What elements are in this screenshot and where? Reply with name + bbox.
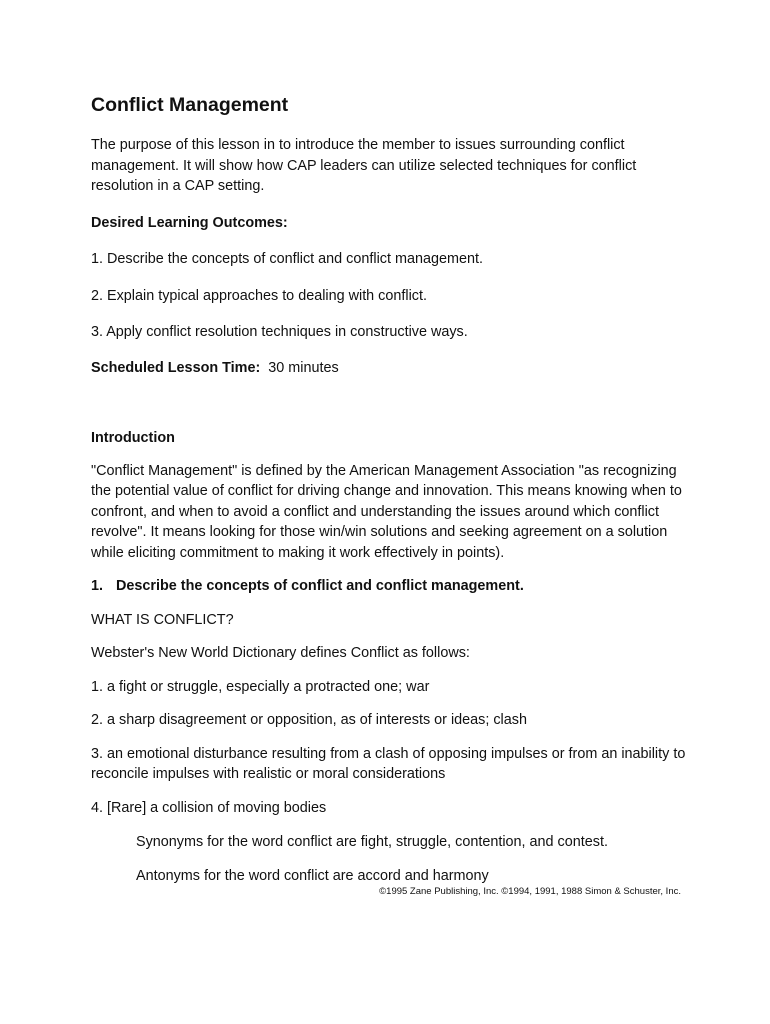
webster-intro: Webster's New World Dictionary defines Conflict as follows: (91, 645, 470, 661)
purpose-paragraph: The purpose of this lesson in to introduce the member to issues surrounding conflict management. It will show how CAP leaders can utilize selected techniques for conflict resolution in a CAP setting. (91, 137, 637, 194)
definition-4: 4. [Rare] a collision of moving bodies (91, 799, 327, 816)
page-title: Conflict Management (91, 94, 289, 116)
introduction-heading: Introduction (91, 430, 175, 446)
document-page (91, 92, 691, 898)
section-1-number: 1. (91, 578, 104, 594)
section-1-heading (91, 576, 691, 597)
copyright-notice: ©1995 Zane Publishing, Inc. ©1994, 1991, 1988 Simon & Schuster, Inc. (379, 886, 681, 897)
outcome-item-2: 2. Explain typical approaches to dealing with conflict. (91, 287, 427, 304)
synonyms-paragraph: Synonyms for the word conflict are fight, struggle, contention, and contest. (136, 834, 608, 850)
definition-3: 3. an emotional disturbance resulting from a clash of opposing impulses or from an inability to reconcile impulses with realistic or moral considerations (91, 745, 686, 782)
outcome-item-3: 3. Apply conflict resolution techniques in constructive ways. (91, 324, 468, 340)
antonyms-paragraph: Antonyms for the word conflict are accord and harmony (136, 867, 489, 884)
outcome-item-1: 1. Describe the concepts of conflict and conflict management. (91, 251, 483, 267)
introduction-paragraph: "Conflict Management" is defined by the American Management Association "as recognizing the potential value of conflict for driving change and innovation. This means knowing when to confront, and when to avoid a conflict and understanding the issues around which conflict revolve". It means looking for those win/win solutions and seeking agreement on a solution while eliciting commitment to making it work effectively in points). (91, 462, 682, 561)
section-1-title: Describe the concepts of conflict and conflict management. (116, 578, 524, 594)
definition-2: 2. a sharp disagreement or opposition, as of interests or ideas; clash (91, 712, 527, 728)
what-is-conflict: WHAT IS CONFLICT? (91, 611, 234, 628)
lesson-time-value: 30 minutes (268, 359, 339, 376)
definition-1: 1. a fight or struggle, especially a protracted one; war (91, 678, 430, 695)
lesson-time (91, 358, 691, 379)
outcomes-heading: Desired Learning Outcomes: (91, 214, 288, 231)
lesson-time-label: Scheduled Lesson Time: (91, 359, 261, 376)
